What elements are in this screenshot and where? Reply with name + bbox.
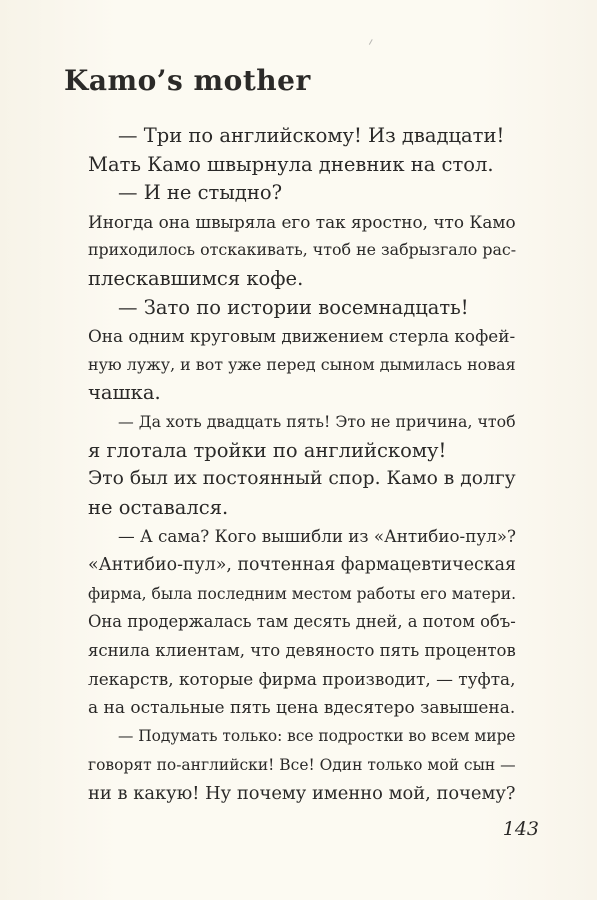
chapter-title: Kamo’s mother bbox=[64, 64, 311, 97]
text-line: — И не стыдно? bbox=[118, 181, 283, 205]
page-number: 143 bbox=[502, 818, 539, 840]
text-line: «Антибио-пул», почтенная фармацевтическая bbox=[88, 554, 516, 575]
text-line: ную лужу, и вот уже перед сыном дымилась новая bbox=[88, 354, 516, 374]
text-line: — Три по английскому! Из двадцати! bbox=[118, 124, 505, 147]
text-line: лекарств, которые фирма производит, — туфта, bbox=[88, 669, 516, 690]
text-line: а на остальные пять цена вдесятеро завышена. bbox=[88, 697, 516, 718]
text-line: Иногда она швыряла его так яростно, что Камо bbox=[88, 211, 516, 232]
text-line: — Да хоть двадцать пять! Это не причина, чтоб bbox=[118, 411, 516, 431]
text-line: приходилось отскакивать, чтоб не забрызгало рас- bbox=[88, 240, 517, 260]
text-line: яснила клиентам, что девяносто пять процентов bbox=[88, 640, 516, 660]
text-line: — Подумать только: все подростки во всем мире bbox=[118, 727, 516, 746]
text-line: чашка. bbox=[88, 381, 161, 405]
text-line: Это был их постоянный спор. Камо в долгу bbox=[88, 468, 516, 490]
text-line: я глотала тройки по английскому! bbox=[88, 438, 447, 462]
text-line: плескавшимся кофе. bbox=[88, 266, 304, 290]
text-line: — А сама? Кого вышибли из «Антибио-пул»? bbox=[118, 526, 517, 547]
text-line: Она продержалась там десять дней, а потом объ- bbox=[88, 612, 516, 632]
text-line: Мать Камо швырнула дневник на стол. bbox=[88, 152, 494, 176]
text-line: — Зато по истории восемнадцать! bbox=[118, 295, 469, 319]
text-line: Она одним круговым движением стерла кофей- bbox=[88, 326, 516, 347]
text-line: фирма, была последним местом работы его матери. bbox=[88, 584, 517, 603]
text-line: говорят по-английски! Все! Один только мой сын — bbox=[88, 756, 516, 775]
text-line: не оставался. bbox=[88, 495, 229, 519]
text-line: ни в какую! Ну почему именно мой, почему? bbox=[88, 782, 516, 804]
body-text bbox=[88, 122, 518, 808]
pencil-mark bbox=[369, 39, 376, 47]
